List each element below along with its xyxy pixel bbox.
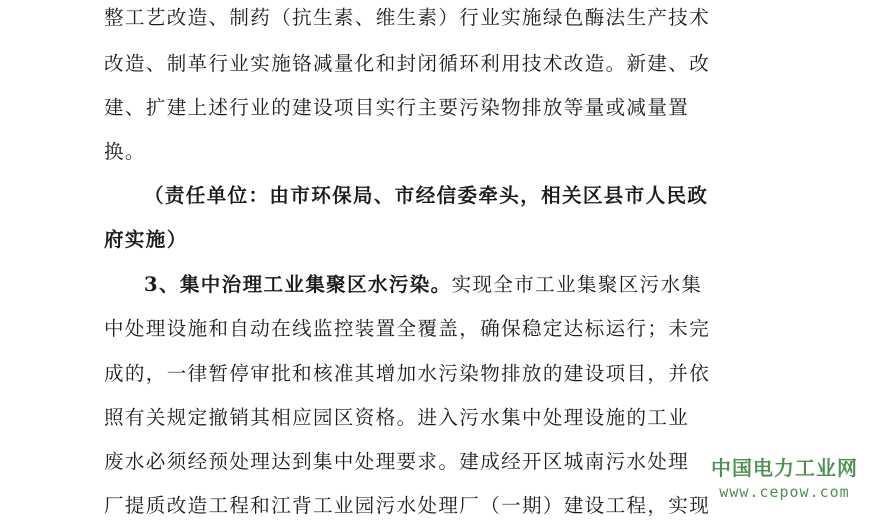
body-line-10: 照有关规定撤销其相应园区资格。进入污水集中处理设施的工业 [104, 406, 690, 429]
body-line-12: 厂提质改造工程和江背工业园污水处理厂（一期）建设工程，实现 [104, 494, 711, 517]
site-watermark [711, 452, 858, 501]
body-line-1: 整工艺改造、制药（抗生素、维生素）行业实施绿色酶法生产技术 [104, 6, 711, 29]
watermark-url: www.cepow.com [719, 483, 850, 501]
section-3-heading-line [144, 273, 702, 297]
body-line-11: 废水必须经预处理达到集中处理要求。建成经开区城南污水处理 [104, 450, 690, 473]
body-line-3: 建、扩建上述行业的建设项目实行主要污染物排放等量或减量置 [104, 96, 690, 119]
body-line-4: 换。 [104, 140, 146, 163]
responsibility-line-2: 府实施） [104, 228, 188, 251]
watermark-name: 中国电力工业网 [711, 456, 858, 480]
section-3-text-start: 实现全市工业集聚区污水集 [451, 273, 703, 296]
responsibility-line-1: （责任单位：由市环保局、市经信委牵头，相关区县市人民政 [144, 184, 709, 207]
body-line-8: 中处理设施和自动在线监控装置全覆盖，确保稳定达标运行；未完 [104, 317, 711, 340]
section-3-heading: 3、集中治理工业集聚区水污染。 [144, 273, 452, 296]
body-line-2: 改造、制革行业实施铬减量化和封闭循环利用技术改造。新建、改 [104, 52, 711, 75]
body-line-9: 成的，一律暂停审批和核准其增加水污染物排放的建设项目，并依 [104, 362, 711, 385]
